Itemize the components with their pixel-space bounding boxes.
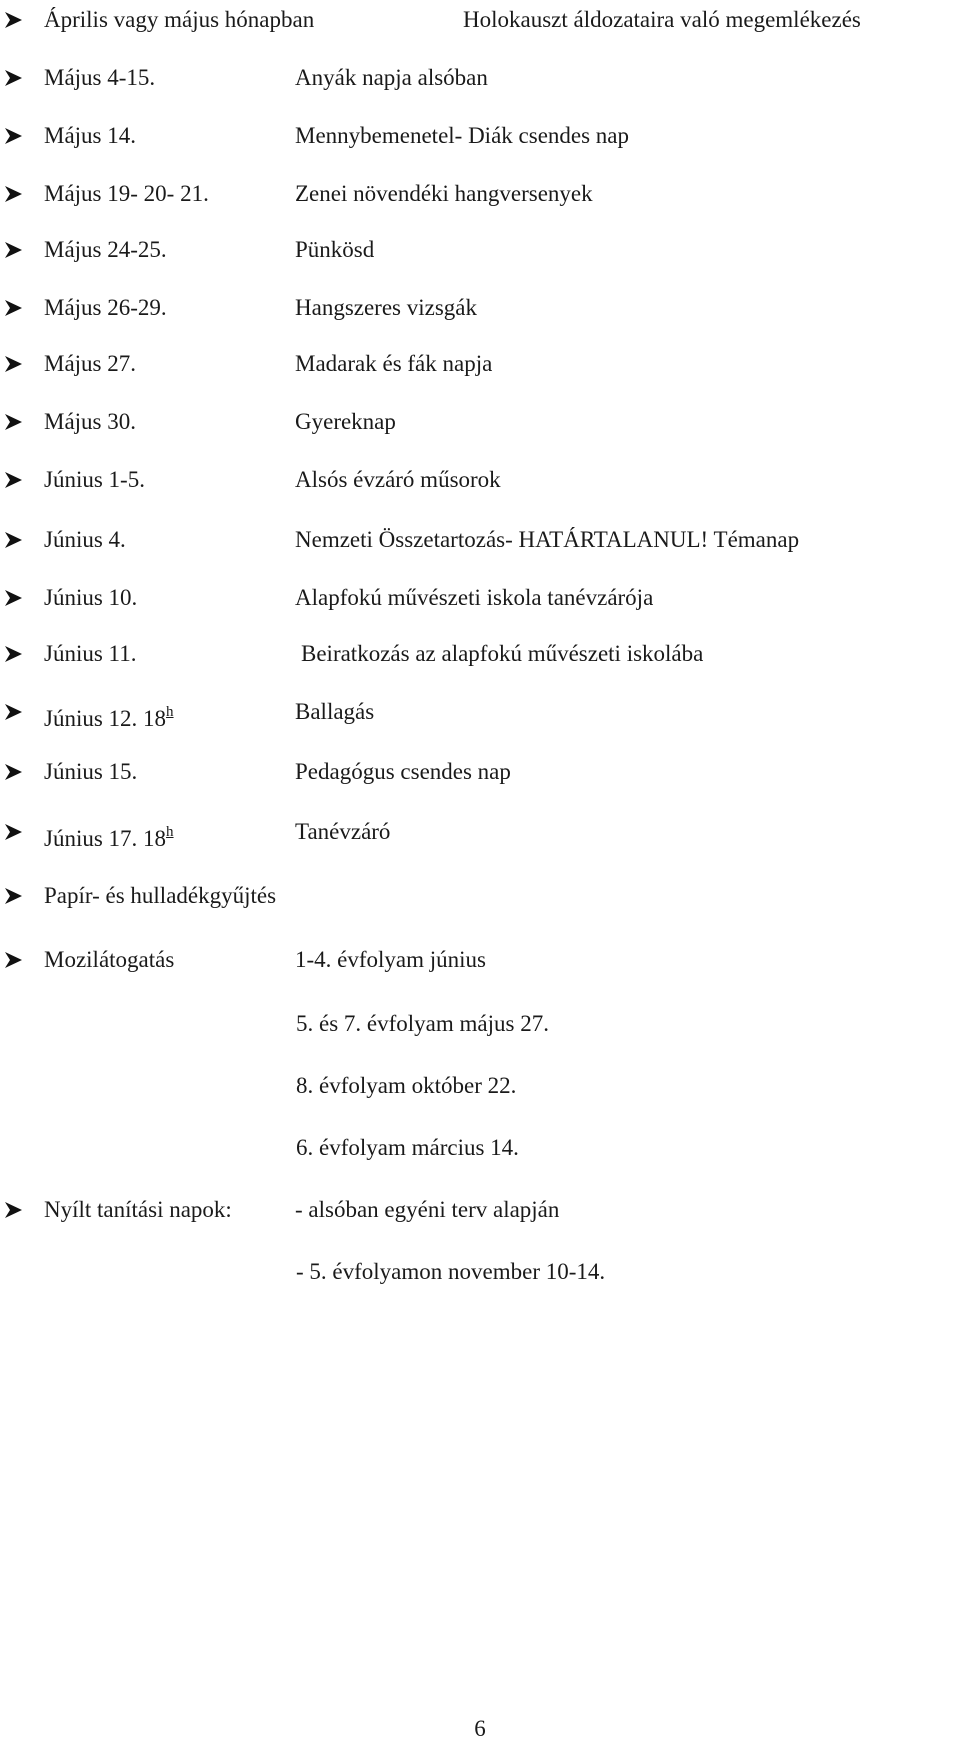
arrowhead-bullet-icon — [4, 520, 26, 560]
arrowhead-bullet-icon — [4, 578, 26, 618]
event-continuation: 6. évfolyam március 14. — [296, 1135, 519, 1160]
event-date: Június 4. — [44, 527, 126, 552]
event-row — [0, 116, 960, 156]
arrowhead-bullet-icon — [4, 1190, 26, 1230]
arrowhead-bullet-icon — [4, 58, 26, 98]
event-row — [0, 876, 960, 916]
page-number: 6 — [474, 1716, 486, 1741]
event-date: Május 26-29. — [44, 295, 167, 320]
event-continuation: 5. és 7. évfolyam május 27. — [296, 1011, 549, 1036]
arrowhead-bullet-icon — [4, 940, 26, 980]
event-row — [0, 520, 960, 560]
arrowhead-bullet-icon — [4, 0, 26, 40]
event-date: Június 1-5. — [44, 467, 145, 492]
event-row — [0, 288, 960, 328]
event-row — [0, 460, 960, 500]
event-date: Május 19- 20- 21. — [44, 181, 209, 206]
event-title: Pünkösd — [295, 237, 375, 262]
arrowhead-bullet-icon — [4, 752, 26, 792]
event-date: Április vagy május hónapban — [44, 7, 315, 32]
arrowhead-bullet-icon — [4, 116, 26, 156]
event-row — [0, 752, 960, 792]
event-date — [44, 692, 174, 739]
event-date: Május 4-15. — [44, 65, 156, 90]
event-row — [0, 1190, 960, 1230]
event-title: Beiratkozás az alapfokú művészeti iskolába — [301, 641, 704, 666]
event-date-text: Június 17. 18 — [44, 826, 167, 851]
arrowhead-bullet-icon — [4, 230, 26, 270]
event-title: Holokauszt áldozataira való megemlékezés — [463, 7, 861, 32]
arrowhead-bullet-icon — [4, 174, 26, 214]
event-title: Mennybemenetel- Diák csendes nap — [295, 123, 630, 148]
arrowhead-bullet-icon — [4, 288, 26, 328]
arrowhead-bullet-icon — [4, 344, 26, 384]
event-date: Mozilátogatás — [44, 947, 175, 972]
event-title: Alsós évzáró műsorok — [295, 467, 501, 492]
arrowhead-bullet-icon — [4, 876, 26, 916]
event-title: Alapfokú művészeti iskola tanévzárója — [295, 585, 654, 610]
event-date: Május 14. — [44, 123, 136, 148]
event-row — [0, 344, 960, 384]
event-continuation: 8. évfolyam október 22. — [296, 1073, 517, 1098]
hour-suffix: h — [166, 824, 174, 840]
event-row — [0, 230, 960, 270]
event-date-text: Június 12. 18 — [44, 706, 167, 731]
event-date: Május 27. — [44, 351, 136, 376]
event-title: Gyereknap — [295, 409, 396, 434]
event-date: Június 15. — [44, 759, 138, 784]
event-row — [0, 692, 960, 732]
event-title: 1-4. évfolyam június — [295, 947, 486, 972]
event-row — [0, 402, 960, 442]
arrowhead-bullet-icon — [4, 634, 26, 674]
arrowhead-bullet-icon — [4, 692, 26, 732]
event-title: Hangszeres vizsgák — [295, 295, 478, 320]
event-row — [0, 578, 960, 618]
event-row — [0, 174, 960, 214]
event-title: Zenei növendéki hangversenyek — [295, 181, 593, 206]
event-row — [0, 0, 960, 40]
event-date: Június 11. — [44, 641, 137, 666]
event-continuation: - 5. évfolyamon november 10-14. — [296, 1259, 606, 1284]
hour-suffix: h — [166, 704, 174, 720]
event-title: - alsóban egyéni terv alapján — [295, 1197, 560, 1222]
event-date — [44, 812, 174, 859]
event-row — [0, 812, 960, 852]
event-title: Pedagógus csendes nap — [295, 759, 511, 784]
event-title: Anyák napja alsóban — [295, 65, 488, 90]
arrowhead-bullet-icon — [4, 460, 26, 500]
event-date: Papír- és hulladékgyűjtés — [44, 883, 277, 908]
arrowhead-bullet-icon — [4, 402, 26, 442]
event-date: Május 24-25. — [44, 237, 167, 262]
event-title: Tanévzáró — [295, 819, 391, 844]
event-title: Ballagás — [295, 699, 375, 724]
event-title: Nemzeti Összetartozás- HATÁRTALANUL! Témanap — [295, 527, 800, 552]
event-title: Madarak és fák napja — [295, 351, 493, 376]
event-date: Nyílt tanítási napok: — [44, 1197, 232, 1222]
event-row — [0, 58, 960, 98]
event-date: Június 10. — [44, 585, 138, 610]
event-date: Május 30. — [44, 409, 136, 434]
arrowhead-bullet-icon — [4, 812, 26, 852]
event-row — [0, 634, 960, 674]
event-row — [0, 940, 960, 980]
